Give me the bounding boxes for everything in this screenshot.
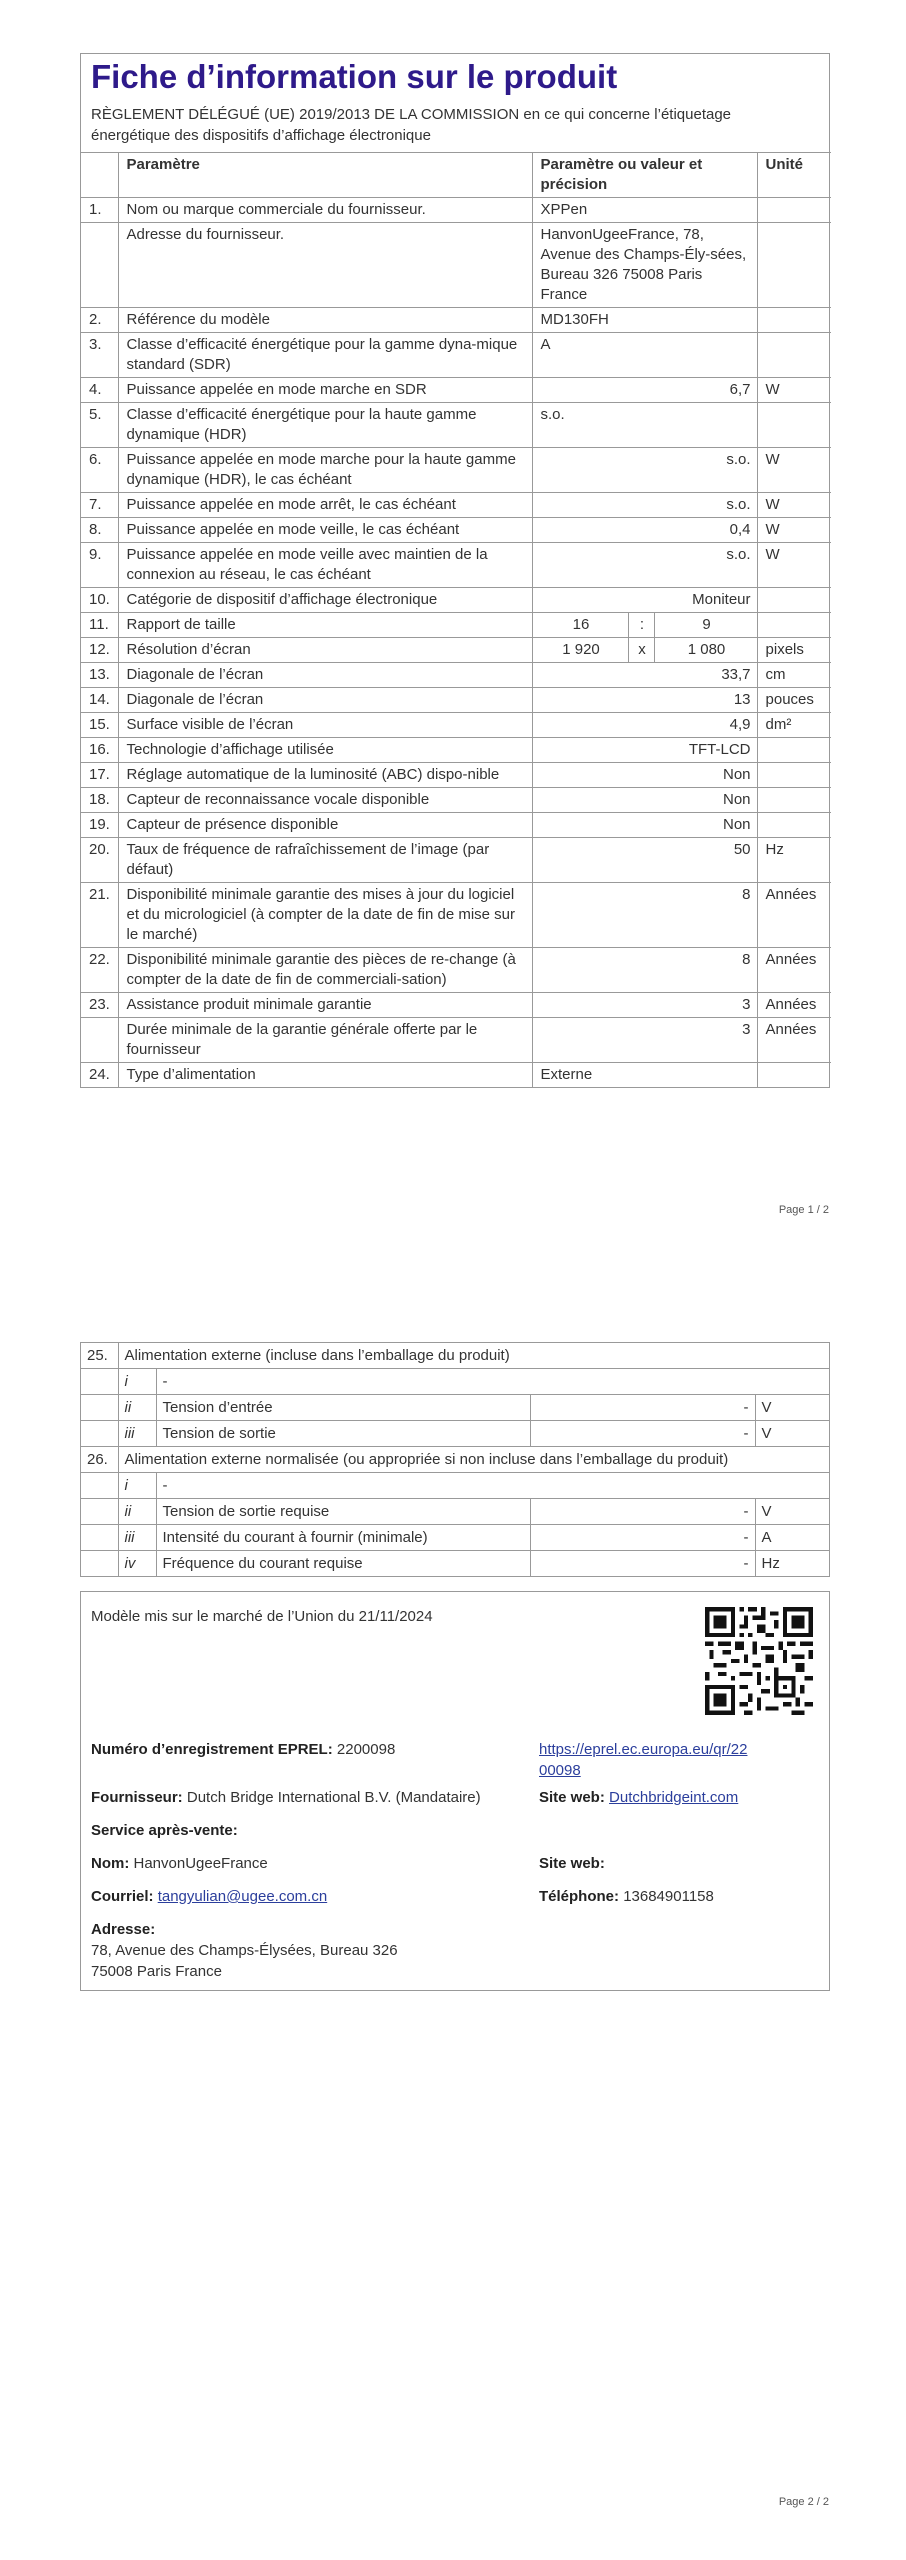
parameter-label: Référence du modèle: [118, 308, 532, 333]
header-unit: Unité: [757, 153, 831, 198]
parameter-value: Non: [532, 788, 757, 813]
eprel-row: [91, 1739, 395, 1760]
parameter-label: Assistance produit minimale garantie: [118, 993, 532, 1018]
parameter-value: HanvonUgeeFrance, 78, Avenue des Champs-Ély-sées, Bureau 326 75008 Paris France: [532, 223, 757, 308]
sub-row: [81, 1369, 829, 1395]
row-number: [81, 223, 118, 308]
parameter-label: Disponibilité minimale garantie des mises à jour du logiciel et du micrologiciel (à compter de la date de fin de mise sur le marché): [118, 883, 532, 948]
sub-row: [81, 1395, 829, 1421]
eprel-link[interactable]: [539, 1739, 747, 1781]
parameter-label: Type d’alimentation: [118, 1063, 532, 1088]
table-row: [81, 763, 831, 788]
row-number: 4.: [81, 378, 118, 403]
unit-cell: [757, 788, 831, 813]
email-label: Courriel:: [91, 1888, 154, 1905]
parameter-value: s.o.: [532, 403, 757, 448]
table-row: [81, 1018, 831, 1063]
sub-unit: V: [755, 1395, 829, 1421]
table-row: [81, 308, 831, 333]
eprel-link-line-1[interactable]: https://eprel.ec.europa.eu/qr/22: [539, 1741, 748, 1758]
table-row: [81, 638, 831, 663]
parameter-label: Surface visible de l’écran: [118, 713, 532, 738]
unit-cell: [757, 403, 831, 448]
row-number: 19.: [81, 813, 118, 838]
parameter-label: Catégorie de dispositif d’affichage électronique: [118, 588, 532, 613]
table-row: [81, 223, 831, 308]
supplier-row: [91, 1787, 481, 1808]
empty-cell: [81, 1473, 118, 1499]
table-row: [81, 543, 831, 588]
unit-cell: [757, 588, 831, 613]
regulation-subtitle: [91, 104, 819, 146]
header-value: Paramètre ou valeur et précision: [532, 153, 757, 198]
row-number: 12.: [81, 638, 118, 663]
parameter-label: Résolution d’écran: [118, 638, 532, 663]
sub-index: ii: [118, 1499, 156, 1525]
table-row: [81, 588, 831, 613]
empty-cell: [81, 1369, 118, 1395]
empty-cell: [81, 1525, 118, 1551]
empty-cell: [81, 1499, 118, 1525]
name-row: [91, 1853, 268, 1874]
table-row: [81, 403, 831, 448]
parameter-value: s.o.: [532, 543, 757, 588]
row-number: 7.: [81, 493, 118, 518]
row-number: 22.: [81, 948, 118, 993]
table-row: [81, 838, 831, 883]
parameter-value: 6,7: [532, 378, 757, 403]
table-row: [81, 333, 831, 378]
sub-index: iii: [118, 1421, 156, 1447]
product-info-sheet: [80, 53, 830, 1088]
supplier-name: Dutch Bridge International B.V. (Mandataire): [186, 1789, 481, 1806]
subtitle-line-1: RÈGLEMENT DÉLÉGUÉ (UE) 2019/2013 DE LA COMMISSION en ce qui concerne l’étiquetage: [91, 106, 732, 123]
row-number: 6.: [81, 448, 118, 493]
parameter-value: A: [532, 333, 757, 378]
table-row: [81, 688, 831, 713]
unit-cell: [757, 308, 831, 333]
value-part-2: 9: [654, 613, 757, 638]
sub-label: -: [156, 1473, 829, 1499]
parameter-label: Taux de fréquence de rafraîchissement de l’image (par défaut): [118, 838, 532, 883]
sub-index: iv: [118, 1551, 156, 1577]
section-title: Alimentation externe (incluse dans l’emballage du produit): [118, 1343, 829, 1369]
parameter-value: Externe: [532, 1063, 757, 1088]
value-separator: x: [628, 638, 654, 663]
unit-cell: [757, 613, 831, 638]
row-number: 24.: [81, 1063, 118, 1088]
sub-unit: A: [755, 1525, 829, 1551]
sub-label: Tension d’entrée: [156, 1395, 530, 1421]
phone-row: [539, 1886, 714, 1907]
parameter-value: 33,7: [532, 663, 757, 688]
parameter-label: Diagonale de l’écran: [118, 663, 532, 688]
sub-row: [81, 1421, 829, 1447]
unit-cell: pouces: [757, 688, 831, 713]
page-number: Page 1 / 2: [778, 1204, 829, 1216]
table-row: [81, 1063, 831, 1088]
email-row: [91, 1886, 327, 1907]
header-num-cell: [81, 153, 118, 198]
table-row: [81, 738, 831, 763]
table-row: [81, 198, 831, 223]
parameter-label: Durée minimale de la garantie générale offerte par le fournisseur: [118, 1018, 532, 1063]
parameter-label: Puissance appelée en mode arrêt, le cas échéant: [118, 493, 532, 518]
parameter-label: Capteur de reconnaissance vocale disponible: [118, 788, 532, 813]
parameter-label: Diagonale de l’écran: [118, 688, 532, 713]
unit-cell: [757, 813, 831, 838]
empty-cell: [81, 1421, 118, 1447]
value-part-1: 16: [532, 613, 628, 638]
table-row: [81, 378, 831, 403]
website-label: Site web:: [539, 1789, 605, 1806]
row-number: 10.: [81, 588, 118, 613]
unit-cell: [757, 738, 831, 763]
unit-cell: W: [757, 518, 831, 543]
row-number: 18.: [81, 788, 118, 813]
unit-cell: Années: [757, 993, 831, 1018]
section-number: 25.: [81, 1343, 118, 1369]
row-number: 3.: [81, 333, 118, 378]
sub-index: i: [118, 1473, 156, 1499]
sub-unit: V: [755, 1499, 829, 1525]
parameter-label: Nom ou marque commerciale du fournisseur.: [118, 198, 532, 223]
table-row: [81, 883, 831, 948]
section-number: 26.: [81, 1447, 118, 1473]
aftersales-website-row: [539, 1853, 605, 1874]
unit-cell: [757, 763, 831, 788]
table-row: [81, 663, 831, 688]
table-row: [81, 993, 831, 1018]
empty-cell: [81, 1551, 118, 1577]
unit-cell: pixels: [757, 638, 831, 663]
table-row: [81, 613, 831, 638]
table-row: [81, 518, 831, 543]
parameter-value: 0,4: [532, 518, 757, 543]
parameter-value: 4,9: [532, 713, 757, 738]
market-date-text: Modèle mis sur le marché de l’Union du 21/11/2024: [91, 1608, 433, 1625]
parameter-label: Adresse du fournisseur.: [118, 223, 532, 308]
qr-code-icon[interactable]: [705, 1607, 813, 1715]
sub-label: Fréquence du courant requise: [156, 1551, 530, 1577]
row-number: 21.: [81, 883, 118, 948]
unit-cell: W: [757, 448, 831, 493]
row-number: 13.: [81, 663, 118, 688]
empty-cell: [81, 1395, 118, 1421]
parameter-label: Disponibilité minimale garantie des pièces de re-change (à compter de la date de fin de commerciali-sation): [118, 948, 532, 993]
parameter-label: Classe d’efficacité énergétique pour la haute gamme dynamique (HDR): [118, 403, 532, 448]
table-row: [81, 713, 831, 738]
sub-unit: Hz: [755, 1551, 829, 1577]
parameter-value: Moniteur: [532, 588, 757, 613]
table-row: [81, 448, 831, 493]
eprel-label: Numéro d’enregistrement EPREL:: [91, 1741, 333, 1758]
parameter-value: 50: [532, 838, 757, 883]
address-block: [91, 1919, 398, 1982]
parameter-label: Technologie d’affichage utilisée: [118, 738, 532, 763]
aftersales-label: Service après-vente:: [91, 1822, 238, 1839]
unit-cell: [757, 198, 831, 223]
unit-cell: [757, 333, 831, 378]
email-link[interactable]: tangyulian@ugee.com.cn: [157, 1888, 328, 1905]
address-line-1: 78, Avenue des Champs-Élysées, Bureau 326: [91, 1942, 398, 1959]
website2-label: Site web:: [539, 1855, 605, 1872]
phone-value: 13684901158: [623, 1888, 714, 1905]
row-number: 23.: [81, 993, 118, 1018]
sub-row: [81, 1525, 829, 1551]
parameter-value: 3: [532, 1018, 757, 1063]
section-row: [81, 1447, 829, 1473]
parameter-label: Puissance appelée en mode veille avec maintien de la connexion au réseau, le cas échéant: [118, 543, 532, 588]
sub-label: Intensité du courant à fournir (minimale): [156, 1525, 530, 1551]
supplier-info-box: [80, 1591, 830, 1991]
unit-cell: [757, 1063, 831, 1088]
table-row: [81, 948, 831, 993]
parameter-label: Puissance appelée en mode marche en SDR: [118, 378, 532, 403]
unit-cell: Années: [757, 883, 831, 948]
parameter-value: TFT-LCD: [532, 738, 757, 763]
table-row: [81, 788, 831, 813]
sheet-header: [81, 54, 829, 152]
aftersales-heading: [91, 1820, 238, 1841]
parameter-value: XPPen: [532, 198, 757, 223]
eprel-number: 2200098: [336, 1741, 396, 1758]
row-number: 11.: [81, 613, 118, 638]
parameter-label: Puissance appelée en mode marche pour la haute gamme dynamique (HDR), le cas échéant: [118, 448, 532, 493]
sub-label: Tension de sortie: [156, 1421, 530, 1447]
parameter-label: Capteur de présence disponible: [118, 813, 532, 838]
section-row: [81, 1343, 829, 1369]
sub-value: -: [530, 1525, 755, 1551]
parameter-value: 8: [532, 883, 757, 948]
sub-index: i: [118, 1369, 156, 1395]
supplier-website-link[interactable]: Dutchbridgeint.com: [609, 1789, 739, 1806]
sub-label: -: [156, 1369, 829, 1395]
value-part-1: 1 920: [532, 638, 628, 663]
parameter-value: Non: [532, 813, 757, 838]
row-number: 5.: [81, 403, 118, 448]
eprel-link-line-2[interactable]: 00098: [539, 1762, 581, 1779]
header-param: Paramètre: [118, 153, 532, 198]
phone-label: Téléphone:: [539, 1888, 620, 1905]
unit-cell: W: [757, 543, 831, 588]
supplier-website-row: [539, 1787, 738, 1808]
unit-cell: [757, 223, 831, 308]
row-number: 17.: [81, 763, 118, 788]
sub-unit: V: [755, 1421, 829, 1447]
parameter-value: 13: [532, 688, 757, 713]
unit-cell: Hz: [757, 838, 831, 883]
row-number: 14.: [81, 688, 118, 713]
supplier-label: Fournisseur:: [91, 1789, 183, 1806]
row-number: 9.: [81, 543, 118, 588]
value-separator: :: [628, 613, 654, 638]
section-title: Alimentation externe normalisée (ou appropriée si non incluse dans l’emballage du produit): [118, 1447, 829, 1473]
table-header-row: [81, 153, 831, 198]
parameter-value: s.o.: [532, 493, 757, 518]
sub-row: [81, 1499, 829, 1525]
power-supply-table: [81, 1343, 829, 1576]
row-number: 20.: [81, 838, 118, 883]
parameter-label: Réglage automatique de la luminosité (ABC) dispo-nible: [118, 763, 532, 788]
table-row: [81, 813, 831, 838]
address-label: Adresse:: [91, 1921, 156, 1938]
parameter-label: Puissance appelée en mode veille, le cas échéant: [118, 518, 532, 543]
page-number-2: Page 2 / 2: [778, 2496, 829, 2508]
unit-cell: cm: [757, 663, 831, 688]
sub-value: -: [530, 1499, 755, 1525]
sub-label: Tension de sortie requise: [156, 1499, 530, 1525]
name-value: HanvonUgeeFrance: [133, 1855, 268, 1872]
sub-value: -: [530, 1395, 755, 1421]
parameter-value: MD130FH: [532, 308, 757, 333]
page-title: Fiche d’information sur le produit: [91, 58, 618, 95]
name-label: Nom:: [91, 1855, 130, 1872]
sub-row: [81, 1551, 829, 1577]
unit-cell: W: [757, 493, 831, 518]
sub-value: -: [530, 1421, 755, 1447]
sub-index: ii: [118, 1395, 156, 1421]
unit-cell: Années: [757, 948, 831, 993]
parameter-value: Non: [532, 763, 757, 788]
address-line-2: 75008 Paris France: [91, 1963, 222, 1980]
row-number: [81, 1018, 118, 1063]
row-number: 8.: [81, 518, 118, 543]
parameter-table: [81, 152, 831, 1087]
row-number: 15.: [81, 713, 118, 738]
row-number: 1.: [81, 198, 118, 223]
parameter-label: Rapport de taille: [118, 613, 532, 638]
parameter-value: 8: [532, 948, 757, 993]
row-number: 16.: [81, 738, 118, 763]
sub-index: iii: [118, 1525, 156, 1551]
parameter-value: 3: [532, 993, 757, 1018]
unit-cell: Années: [757, 1018, 831, 1063]
unit-cell: W: [757, 378, 831, 403]
parameter-label: Classe d’efficacité énergétique pour la gamme dyna-mique standard (SDR): [118, 333, 532, 378]
sub-row: [81, 1473, 829, 1499]
unit-cell: dm²: [757, 713, 831, 738]
table-row: [81, 493, 831, 518]
subtitle-line-2: énergétique des dispositifs d’affichage électronique: [91, 127, 431, 144]
power-supply-table-box: [80, 1342, 830, 1577]
sub-value: -: [530, 1551, 755, 1577]
parameter-value: s.o.: [532, 448, 757, 493]
row-number: 2.: [81, 308, 118, 333]
value-part-2: 1 080: [654, 638, 757, 663]
